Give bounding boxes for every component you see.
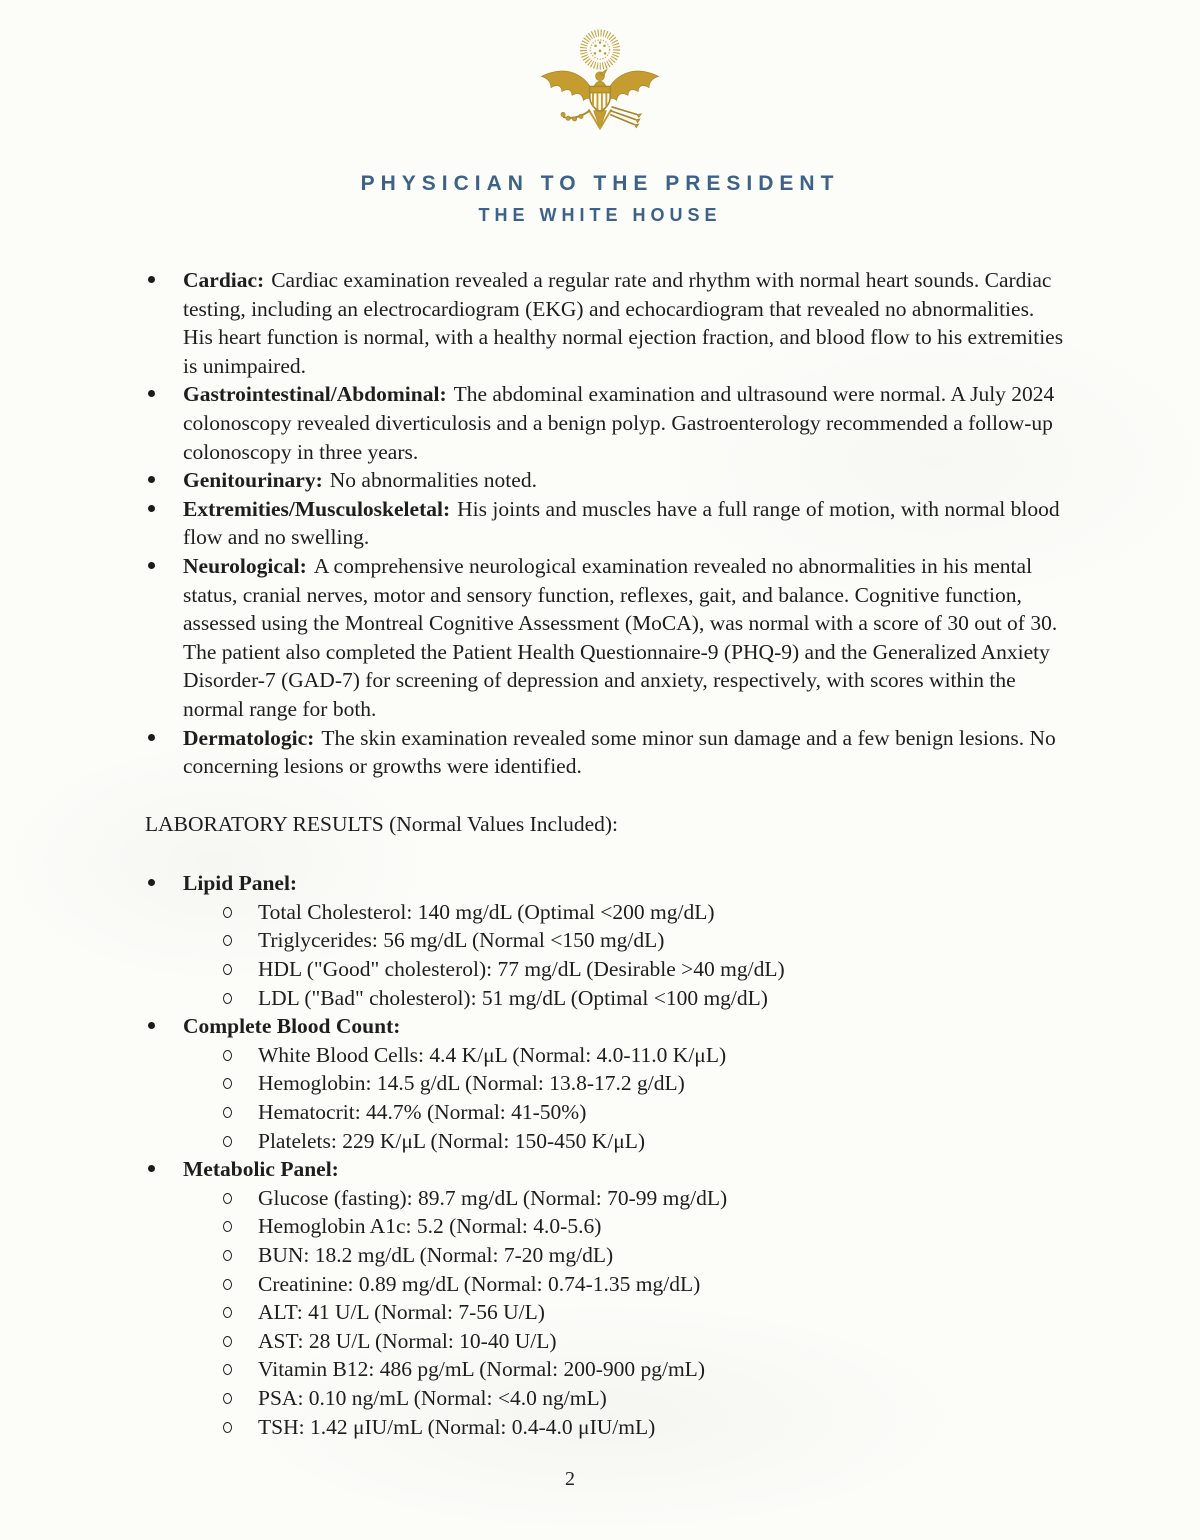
panel-lipid [145, 869, 1069, 898]
finding-text: No abnormalities noted. [329, 468, 537, 493]
lab-item [145, 926, 1069, 955]
sub-bullet-icon [223, 1221, 232, 1232]
sub-bullet-icon [223, 1307, 232, 1318]
bullet-icon [148, 390, 155, 397]
panel-label: Metabolic Panel: [183, 1157, 339, 1182]
bullet-icon [148, 276, 155, 283]
finding-cardiac [145, 266, 1069, 380]
lab-results-heading: LABORATORY RESULTS (Normal Values Included): [145, 811, 618, 836]
lab-item [145, 1298, 1069, 1327]
lab-item [145, 984, 1069, 1013]
sub-bullet-icon [223, 1364, 232, 1375]
shield [590, 86, 610, 111]
lab-item [145, 1327, 1069, 1356]
page-number: 2 [565, 1468, 575, 1490]
panel-label: Lipid Panel: [183, 871, 298, 896]
lab-panels-list [145, 869, 1069, 1441]
lab-item-text: Platelets: 229 K/μL (Normal: 150-450 K/μL) [258, 1128, 646, 1153]
sub-bullet-icon [223, 1336, 232, 1347]
panel-label: Complete Blood Count: [183, 1014, 401, 1039]
lab-item [145, 1098, 1069, 1127]
lab-item-text: Hematocrit: 44.7% (Normal: 41-50%) [258, 1100, 587, 1125]
finding-text: His joints and muscles have a full range of motion, with normal blood flow and no swelling. [183, 496, 1060, 550]
bullet-icon [148, 1165, 155, 1172]
finding-text: Cardiac examination revealed a regular rate and rhythm with normal heart sounds. Cardiac testing, including an electrocardiogram (EKG) and echocardiogram that revealed no abnormalities. His heart function is normal, with a healthy normal ejection fraction, and blood flow to his extremities is unimpaired. [183, 268, 1064, 378]
bullet-icon [148, 879, 155, 886]
lab-item-text: AST: 28 U/L (Normal: 10-40 U/L) [258, 1328, 557, 1353]
bullet-icon [148, 1022, 155, 1029]
lab-item [145, 1413, 1069, 1442]
finding-label: Gastrointestinal/Abdominal: [183, 382, 447, 407]
sub-bullet-icon [223, 1050, 232, 1061]
lab-item [145, 1041, 1069, 1070]
lab-item-text: Creatinine: 0.89 mg/dL (Normal: 0.74-1.35 mg/dL) [258, 1271, 701, 1296]
lab-item-text: Hemoglobin: 14.5 g/dL (Normal: 13.8-17.2 g/dL) [258, 1071, 685, 1096]
finding-text: The abdominal examination and ultrasound were normal. A July 2024 colonoscopy revealed diverticulosis and a benign polyp. Gastroenterology recommended a follow-up colonoscopy in three years. [183, 382, 1055, 464]
sub-bullet-icon [223, 907, 232, 918]
sub-bullet-icon [223, 1107, 232, 1118]
bullet-icon [148, 734, 155, 741]
lab-item-text: Total Cholesterol: 140 mg/dL (Optimal <200 mg/dL) [258, 899, 715, 924]
lab-item-text: PSA: 0.10 ng/mL (Normal: <4.0 ng/mL) [258, 1385, 607, 1410]
finding-genitourinary [145, 466, 1069, 495]
lab-item [145, 955, 1069, 984]
letterhead-subtitle: THE WHITE HOUSE [478, 205, 722, 225]
document-body [145, 266, 1069, 1441]
sub-bullet-icon [223, 993, 232, 1004]
arrows-bundle [610, 107, 641, 128]
glory-stars [594, 41, 607, 54]
lab-item [145, 1184, 1069, 1213]
finding-text: The skin examination revealed some minor sun damage and a few benign lesions. No concerning lesions or growths were identified. [183, 725, 1056, 779]
lab-item-text: Glucose (fasting): 89.7 mg/dL (Normal: 70-99 mg/dL) [258, 1185, 728, 1210]
sub-bullet-icon [223, 1250, 232, 1261]
panel-cbc [145, 1012, 1069, 1041]
lab-item-text: Hemoglobin A1c: 5.2 (Normal: 4.0-5.6) [258, 1214, 602, 1239]
lab-item-text: BUN: 18.2 mg/dL (Normal: 7-20 mg/dL) [258, 1243, 614, 1267]
finding-label: Dermatologic: [183, 725, 315, 750]
lab-item-text: Vitamin B12: 486 pg/mL (Normal: 200-900 pg/mL) [258, 1357, 705, 1382]
finding-dermatologic [145, 724, 1069, 781]
lab-item-text: LDL ("Bad" cholesterol): 51 mg/dL (Optimal <100 mg/dL) [258, 985, 768, 1010]
finding-label: Extremities/Musculoskeletal: [183, 496, 451, 521]
lab-item-text: HDL ("Good" cholesterol): 77 mg/dL (Desirable >40 mg/dL) [258, 957, 785, 982]
lab-item-text: Triglycerides: 56 mg/dL (Normal <150 mg/dL) [258, 928, 665, 953]
lab-item [145, 1212, 1069, 1241]
bullet-icon [148, 505, 155, 512]
finding-neurological [145, 552, 1069, 724]
sub-bullet-icon [223, 1136, 232, 1147]
sub-bullet-icon [223, 1422, 232, 1433]
lab-item-text: White Blood Cells: 4.4 K/μL (Normal: 4.0-11.0 K/μL) [258, 1042, 727, 1067]
lab-item [145, 1241, 1069, 1270]
finding-label: Cardiac: [183, 268, 265, 292]
panel-metabolic [145, 1155, 1069, 1184]
finding-extremities [145, 495, 1069, 552]
lab-item [145, 1384, 1069, 1413]
lab-item [145, 898, 1069, 927]
finding-label: Neurological: [183, 553, 307, 578]
lab-item [145, 1069, 1069, 1098]
finding-gastrointestinal [145, 380, 1069, 466]
sub-bullet-icon [223, 1393, 232, 1404]
sub-bullet-icon [223, 1078, 232, 1089]
finding-text: A comprehensive neurological examination revealed no abnormalities in his mental status, cranial nerves, motor and sensory function, reflexes, gait, and balance. Cognitive function, assessed using the Montreal Cognitive Assessment (MoCA), was normal with a score of 30 out of 30. The patient also completed the Patient Health Questionnaire-9 (PHQ-9) and the Generalized Anxiety Disorder-7 (GAD-7) for screening of depression and anxiety, respectively, with scores within the normal range for both. [183, 553, 1058, 721]
finding-label: Genitourinary: [183, 468, 323, 493]
exam-findings-list [145, 266, 1069, 781]
sub-bullet-icon [223, 1279, 232, 1290]
letterhead-title: PHYSICIAN TO THE PRESIDENT [360, 172, 840, 195]
great-seal-eagle-icon [530, 24, 670, 154]
lab-item [145, 1127, 1069, 1156]
sub-bullet-icon [223, 964, 232, 975]
lab-item [145, 1355, 1069, 1384]
lab-item-text: TSH: 1.42 μIU/mL (Normal: 0.4-4.0 μIU/mL) [258, 1414, 656, 1439]
lab-item-text: ALT: 41 U/L (Normal: 7-56 U/L) [258, 1300, 545, 1325]
sub-bullet-icon [223, 1193, 232, 1204]
olive-branch [561, 111, 590, 121]
lab-item [145, 1270, 1069, 1299]
sub-bullet-icon [223, 935, 232, 946]
bullet-icon [148, 562, 155, 569]
bullet-icon [148, 476, 155, 483]
